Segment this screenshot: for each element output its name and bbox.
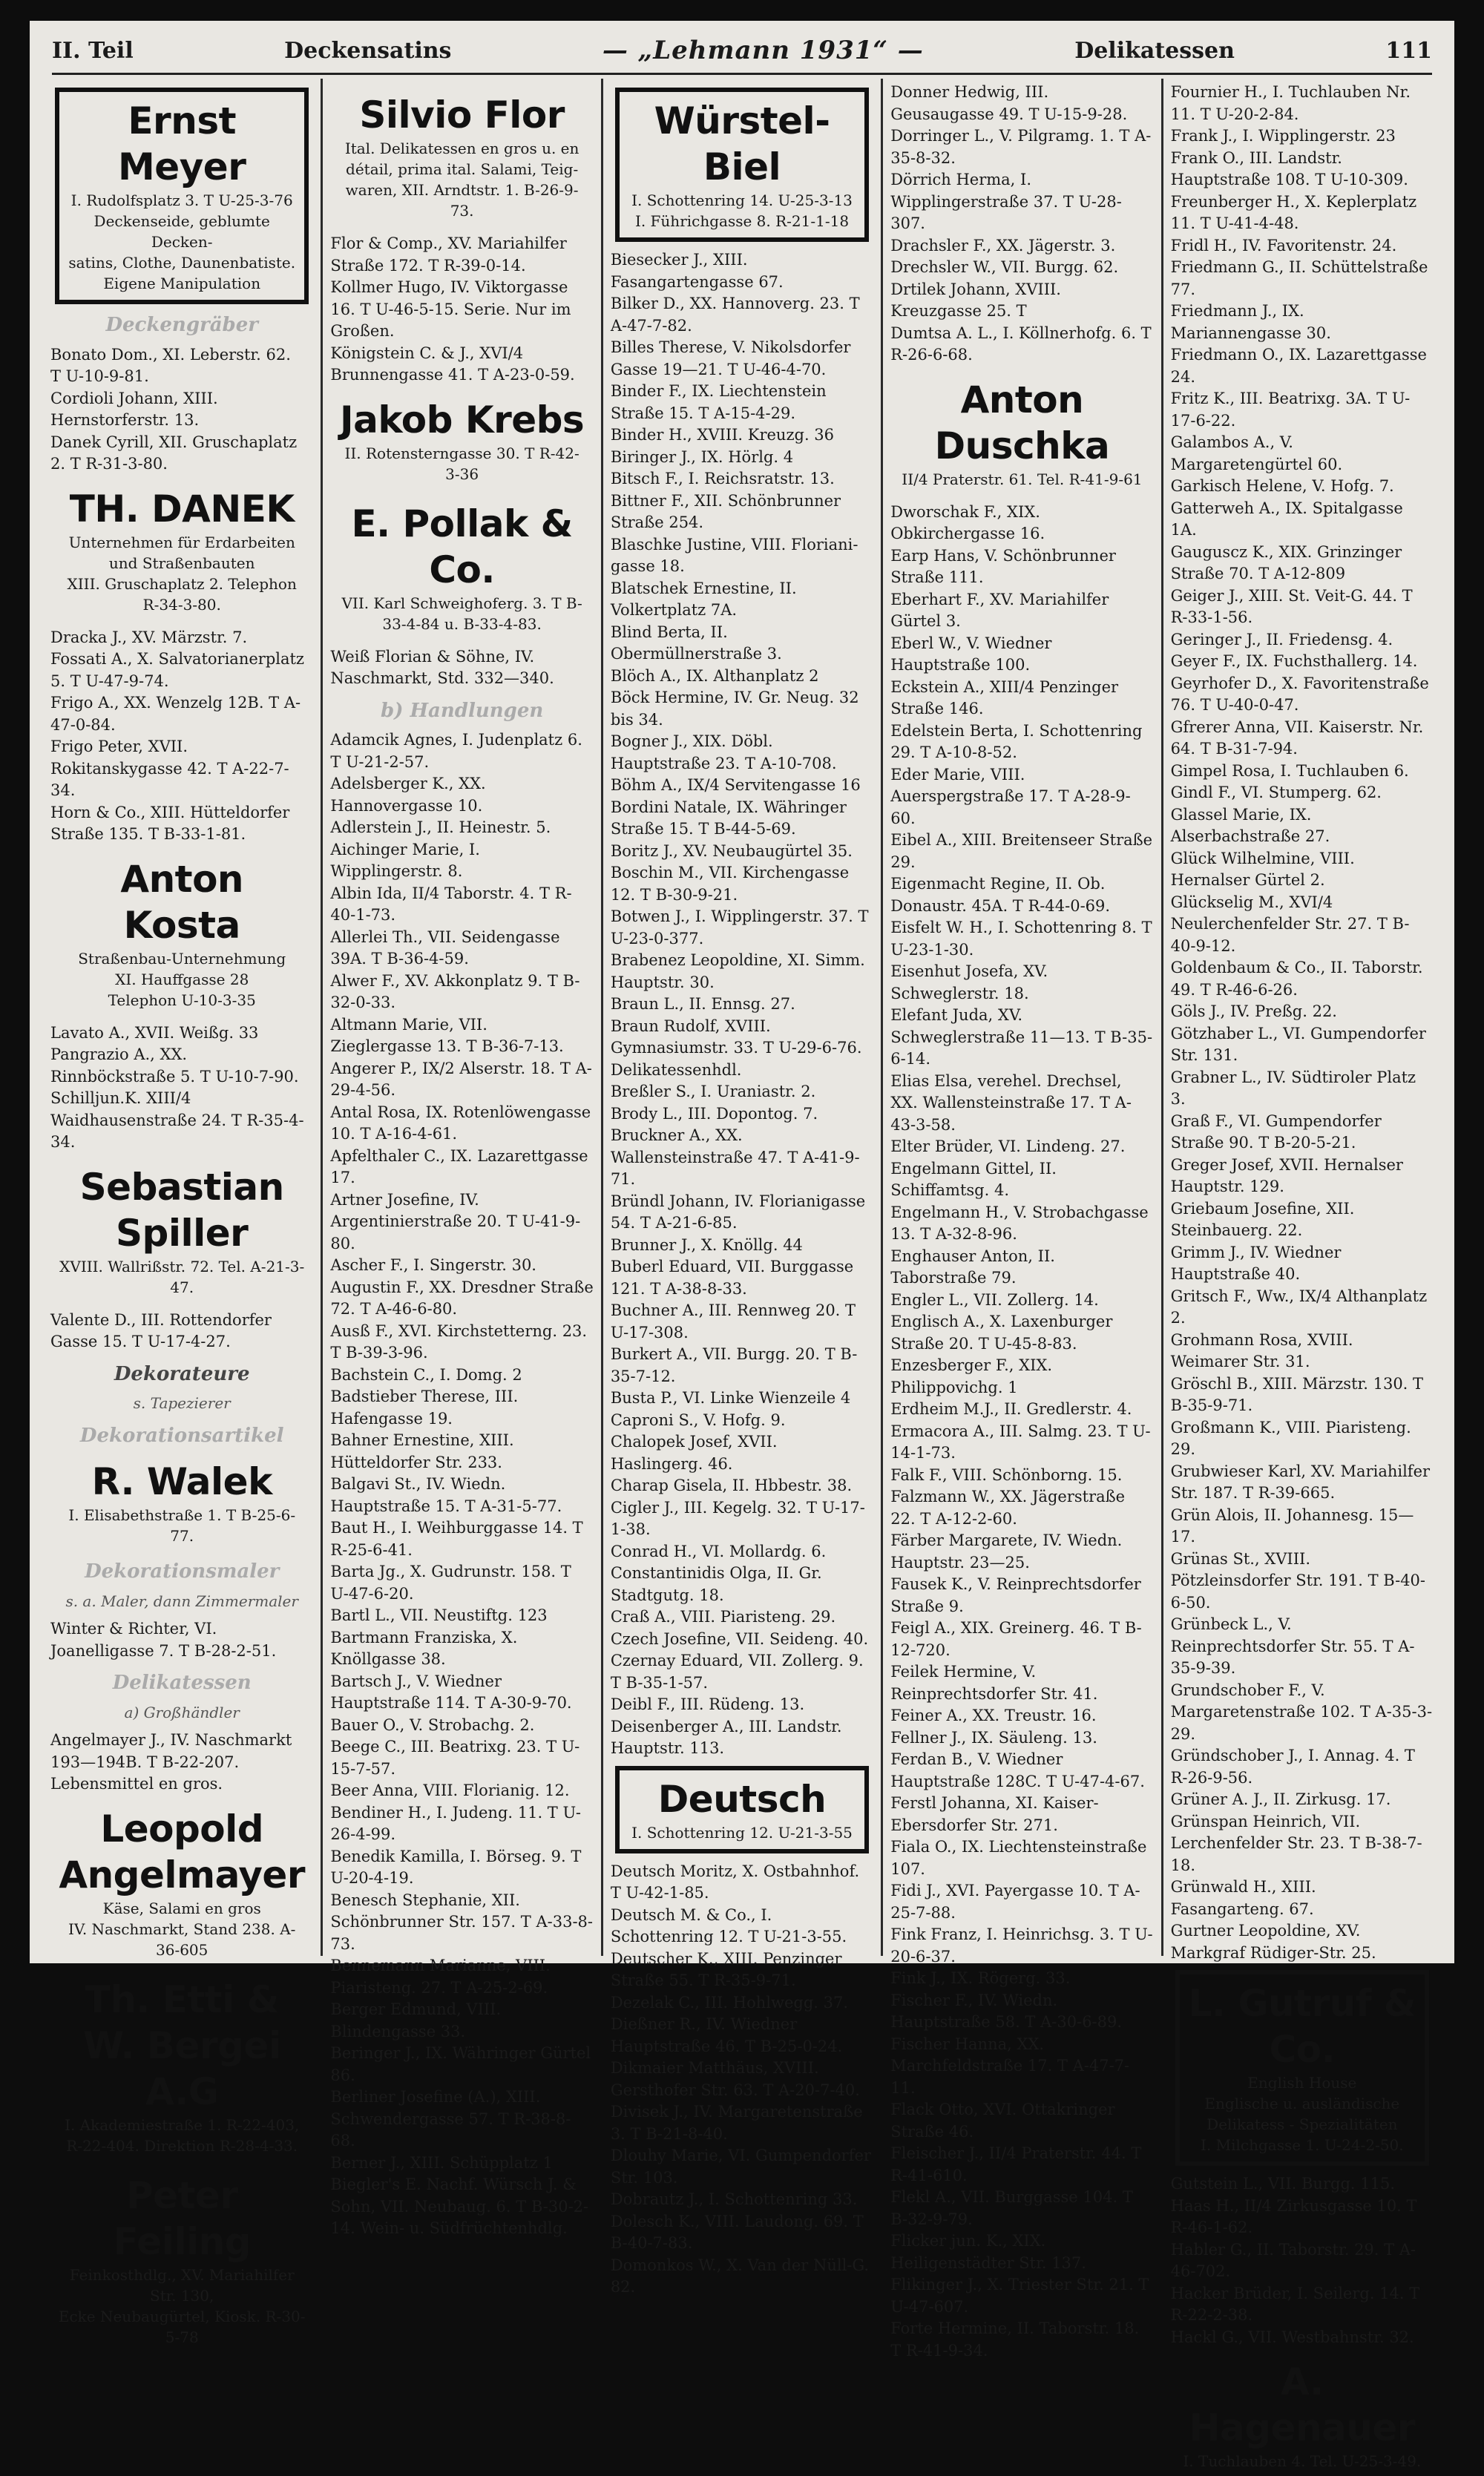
directory-entry: Czernay Eduard, VII. Zollerg. 9. T B-35-1-57. xyxy=(610,1652,864,1692)
advertisement-name: Silvio Flor xyxy=(359,93,565,137)
directory-entry: Friedmann O., IX. Lazarettgasse 24. xyxy=(1170,346,1427,386)
columns xyxy=(43,79,1441,2470)
directory-entry: Götzhaber L., VI. Gumpendorfer Str. 131. xyxy=(1170,1024,1426,1064)
directory-entry: Buberl Eduard, VII. Burggasse 121. T A-38-8-33. xyxy=(610,1258,854,1298)
directory-entry: Dolesch K., VIII. Laudong. 69. T B-40-7-83. xyxy=(610,2212,864,2252)
right-section-title: Delikatessen xyxy=(1074,37,1235,64)
directory-entry: Frigo A., XX. Wenzelg 12B. T A-47-0-84. xyxy=(50,694,301,734)
directory-entry: Friedmann G., II. Schüttelstraße 77. xyxy=(1170,258,1428,298)
directory-entry: Frigo Peter, XVII. Rokitanskygasse 42. T A-22-7-34. xyxy=(50,738,289,799)
directory-entry: Forte Hermine, II. Taborstr. 18. T R-41-9-34. xyxy=(890,2319,1140,2360)
directory-entry: Freunberger H., X. Keplerplatz 11. T U-41-4-48. xyxy=(1170,192,1417,232)
advertisement xyxy=(55,1454,309,1551)
directory-entry: Falk F., VIII. Schönborng. 15. xyxy=(890,1465,1123,1484)
directory-entry: Beer Anna, VIII. Florianig. 12. xyxy=(330,1782,570,1799)
directory-entry: Bordini Natale, IX. Währinger Straße 15. T B-44-5-69. xyxy=(610,798,847,838)
section-subheading: s. a. Maler, dann Zimmermaler xyxy=(65,1592,298,1610)
directory-entry: Braun L., II. Ennsg. 27. xyxy=(610,995,795,1013)
advertisement-name: Jakob Krebs xyxy=(340,398,585,441)
directory-entry: Deisenberger A., III. Landstr. Hauptstr. 113. xyxy=(610,1717,842,1757)
advertisement-name: Leopold Angelmayer xyxy=(59,1807,305,1897)
directory-entry: Fausek K., V. Reinprechtsdorfer Straße 9. xyxy=(890,1575,1141,1615)
advertisement xyxy=(55,482,309,620)
publication-title: — „Lehmann 1931“ — xyxy=(602,36,924,65)
directory-entry: Boschin M., VII. Kirchengasse 12. T B-30-9-21. xyxy=(610,864,850,904)
directory-entry: Fischer Hanna, XX. Marchfeldstraße 17. T A-47-7-11. xyxy=(890,2035,1130,2097)
directory-entry: Glassel Marie, IX. Alserbachstraße 27. xyxy=(1170,805,1330,845)
directory-entry: Braun Rudolf, XVIII. Gymnasiumstr. 33. T U-29-6-76. Delikatessenhdl. xyxy=(610,1017,862,1079)
directory-entry: Böhm A., IX/4 Servitengasse 16 xyxy=(610,776,861,794)
directory-entry: Elter Brüder, VI. Lindeng. 27. xyxy=(890,1137,1126,1155)
directory-entry: Enzesberger F., XIX. Philippovichg. 1 xyxy=(890,1356,1053,1396)
directory-entry: Bartl L., VII. Neustiftg. 123 xyxy=(330,1606,548,1624)
directory-entry: Alwer F., XV. Akkonplatz 9. T B-32-0-33. xyxy=(330,971,580,1011)
directory-entry: Kollmer Hugo, IV. Viktorgasse 16. T U-46-5-15. Serie. Nur im Großen. xyxy=(330,278,571,340)
directory-entry: Göls J., IV. Preßg. 22. xyxy=(1170,1002,1337,1020)
directory-entry: Berger Edmund, VIII. Blindengasse 33. xyxy=(330,2000,502,2040)
advertisement-line: Telephon U-10-3-35 xyxy=(108,991,256,1009)
directory-entry: T U-10-9-81. xyxy=(50,367,149,385)
section-heading: Deckengräber xyxy=(105,314,258,336)
page-number: 111 xyxy=(1385,37,1432,64)
advertisement-line: Feinkosthdlg., XV. Mariahilfer Str. 130, xyxy=(69,2265,295,2305)
directory-entry: Angelmayer J., IV. Naschmarkt 193—194B. T B-22-207. Lebensmittel en gros. xyxy=(50,1731,292,1793)
directory-entry: Craß A., VIII. Piaristeng. 29. xyxy=(610,1608,836,1626)
directory-entry: Pangrazio A., XX. Rinnböckstraße 5. T U-10-7-90. xyxy=(50,1045,299,1086)
directory-entry: Biesecker J., XIII. Fasangartengasse 67. xyxy=(610,251,784,291)
advertisement-line: II. Rotensterngasse 30. T R-42-3-36 xyxy=(344,444,580,483)
directory-entry: Grünas St., XVIII. Pötzleinsdorfer Str. 191. T B-40-6-50. xyxy=(1170,1549,1426,1612)
directory-entry: Elias Elsa, verehel. Drechsel, XX. Wallensteinstraße 17. T A-43-3-58. xyxy=(890,1071,1132,1134)
directory-entry: Czech Josefine, VII. Seideng. 40. xyxy=(610,1629,869,1648)
directory-entry: Balgavi St., IV. Wiedn. Hauptstraße 15. T A-31-5-77. xyxy=(330,1475,562,1515)
directory-entry: Flikinger J., X. Triester Str. 21. T U-47-607. xyxy=(890,2276,1149,2316)
directory-entry: Grubwieser Karl, XV. Mariahilfer Str. 187. T R-39-665. xyxy=(1170,1462,1431,1502)
directory-entry: Adelsberger K., XX. Hannovergasse 10. xyxy=(330,775,486,815)
directory-entry: Gauguscz K., XIX. Grinzinger Straße 70. T A-12-809 xyxy=(1170,542,1402,582)
directory-entry: Goldenbaum & Co., II. Taborstr. 49. T R-46-6-26. xyxy=(1170,959,1423,999)
advertisement xyxy=(335,393,588,489)
directory-entry: Bennemann Marianne, VIII. Piaristeng. 27. T A-25-2-69. xyxy=(330,1957,551,1997)
directory-entry: Danek Cyrill, XII. Gruschaplatz 2. T R-31-3-80. xyxy=(50,433,298,473)
directory-entry: Boritz J., XV. Neubaugürtel 35. xyxy=(610,841,853,860)
advertisement-name: Th. Etti & W. Bergei A.G xyxy=(82,1977,281,2113)
advertisement xyxy=(335,496,588,639)
directory-entry: Fink J., IX. Rögerg. 33. xyxy=(890,1969,1071,1987)
directory-entry: Apfelthaler C., IX. Lazarettgasse 17. xyxy=(330,1146,588,1186)
directory-entry: Busta P., VI. Linke Wienzeile 4 xyxy=(610,1389,851,1407)
directory-entry: Dießner R., IV. Wiedner Hauptstraße 46. T B-25-0-24. xyxy=(610,2015,843,2055)
directory-entry: Weiß Florian & Söhne, IV. Naschmarkt, Std. 332—340. xyxy=(330,647,554,687)
directory-entry: Großmann K., VIII. Piaristeng. 29. xyxy=(1170,1418,1411,1458)
directory-entry: Dworschak F., XIX. Obkirchergasse 16. xyxy=(890,502,1045,542)
directory-entry: Drtilek Johann, XVIII. Kreuzgasse 25. T xyxy=(890,280,1061,320)
directory-entry: Bauer O., V. Strobachg. 2. xyxy=(330,1715,535,1734)
advertisement-line: I. Elisabethstraße 1. T B-25-6-77. xyxy=(68,1506,296,1545)
directory-entry: Gritsch F., Ww., IX/4 Althanplatz 2. xyxy=(1170,1287,1428,1327)
directory-entry: Bonato Dom., XI. Leberstr. 62. xyxy=(50,345,291,364)
directory-entry: Charap Gisela, II. Hbbestr. 38. xyxy=(610,1477,853,1494)
directory-entry: Dlouhy Marie, VI. Gumpendorfer Str. 103. xyxy=(610,2147,871,2187)
directory-entry: Eberhart F., XV. Mariahilfer Gürtel 3. xyxy=(890,590,1109,630)
directory-entry: Constantinidis Olga, II. Gr. Stadtgutg. 18. xyxy=(610,1564,822,1604)
directory-entry: Botwen J., I. Wipplingerstr. 37. T U-23-0-377. xyxy=(610,907,869,948)
directory-entry: Cigler J., III. Kegelg. 32. T U-17-1-38. xyxy=(610,1498,865,1538)
directory-entry: Dracka J., XV. Märzstr. 7. xyxy=(50,628,248,646)
directory-entry: Horn & Co., XIII. Hütteldorfer Straße 135. T B-33-1-81. xyxy=(50,803,290,843)
directory-entry: Conrad H., VI. Mollardg. 6. xyxy=(610,1542,827,1560)
directory-entry: Fellner J., IX. Säuleng. 13. xyxy=(890,1728,1097,1747)
directory-entry: Brody L., III. Dopontog. 7. xyxy=(610,1104,818,1123)
directory-entry: Domonkos W., X. Van der Nüll-G. 82. xyxy=(610,2256,870,2296)
directory-entry: Fischer F., IV. Wiedn. Hauptstraße 58. T A-30-6-89. xyxy=(890,1991,1123,2031)
advertisement xyxy=(55,2168,309,2352)
directory-entry: Fritz K., III. Beatrixg. 3A. T U-17-6-22. xyxy=(1170,390,1411,430)
directory-entry: Dörrich Herma, I. Wipplingerstraße 37. T U-28-307. xyxy=(890,171,1122,232)
section-heading: Dekorationsartikel xyxy=(79,1424,284,1447)
section-heading: Dekorateure xyxy=(114,1362,250,1385)
advertisement-name: Peter Feiling xyxy=(113,2173,251,2263)
directory-entry: Gutstein L., VII. Burgg. 115. xyxy=(1170,2175,1395,2193)
advertisement xyxy=(335,88,588,226)
advertisement-name: Deutsch xyxy=(657,1777,827,1821)
directory-entry: Flor & Comp., XV. Mariahilfer Straße 172. T R-39-0-14. xyxy=(330,234,567,275)
directory-entry: Bitsch F., I. Reichsratstr. 13. xyxy=(610,470,835,487)
directory-entry: Allerlei Th., VII. Seidengasse 39A. T B-36-4-59. xyxy=(330,927,560,968)
directory-entry: Benesch Stephanie, XII. Schönbrunner Str. 157. T A-33-8-73. xyxy=(330,1891,594,1953)
advertisement-line: R-22-404. Direktion R-28-4-33. xyxy=(66,2136,298,2155)
advertisement-name: Würstel-Biel xyxy=(654,99,830,188)
directory-entry: Chalopek Josef, XVII. Haslingerg. 46. xyxy=(610,1433,778,1473)
directory-entry: Fiala O., IX. Liechtensteinstraße 107. xyxy=(890,1838,1147,1878)
column-4 xyxy=(883,79,1163,2360)
advertisement-line: und Straßenbauten xyxy=(108,554,255,572)
advertisement-line: XI. Hauffgasse 28 xyxy=(115,970,249,988)
directory-entry: Flekl A., VII. Burggasse 104. T B-32-9-79. xyxy=(890,2188,1133,2228)
advertisement xyxy=(55,1160,309,1302)
directory-entry: Blatschek Ernestine, II. Volkertplatz 7A. xyxy=(610,579,797,619)
directory-entry: Eigenmacht Regine, II. Ob. Donaustr. 45A. T R-44-0-69. xyxy=(890,875,1111,915)
directory-entry: Valente D., III. Rottendorfer Gasse 15. T U-17-4-27. xyxy=(50,1310,272,1350)
directory-entry: Ferstl Johanna, XI. Kaiser-Ebersdorfer Str. 271. xyxy=(890,1794,1099,1834)
directory-entry: Schilljun.K. XIII/4 Waidhausenstraße 24. T R-35-4-34. xyxy=(50,1089,304,1151)
column-2 xyxy=(323,79,603,2237)
directory-entry: Eibel A., XIII. Breitenseer Straße 29. xyxy=(890,831,1153,871)
directory-entry: Grünbeck L., V. Reinprechtsdorfer Str. 55. T A-35-9-39. xyxy=(1170,1615,1415,1677)
directory-entry: Glück Wilhelmine, VIII. Hernalser Gürtel 2. xyxy=(1170,849,1355,889)
directory-entry: Feigl A., XIX. Greinerg. 46. T B-12-720. xyxy=(890,1619,1142,1659)
directory-entry: Binder F., IX. Liechtenstein Straße 15. T A-15-4-29. xyxy=(610,382,827,422)
column-1 xyxy=(43,79,323,2346)
advertisement-line: waren, XII. Arndtstr. 1. B-26-9-73. xyxy=(345,181,579,220)
directory-entry: Barta Jg., X. Gudrunstr. 158. T U-47-6-20. xyxy=(330,1563,571,1603)
advertisement-line: I. Rudolfsplatz 3. T U-25-3-76 xyxy=(70,191,293,209)
directory-entry: Habler G., II. Taborstr. 29. T A-46-702. xyxy=(1170,2240,1416,2280)
directory-entry: Fleischer J., II/4 Praterstr. 44. T R-41-610. xyxy=(890,2144,1142,2184)
advertisement-line: Eigene Manipulation xyxy=(103,275,261,292)
directory-entry: Geiger J., XIII. St. Veit-G. 44. T R-33-1-56. xyxy=(1170,586,1413,626)
directory-entry: Grohmann Rosa, XVIII. Weimarer Str. 31. xyxy=(1170,1330,1353,1370)
directory-entry: Hacker Brüder, I. Seilerg. 14. T R-22-2-38. xyxy=(1170,2284,1420,2324)
directory-entry: Deutsch Moritz, X. Ostbahnhof. T U-42-1-85. xyxy=(610,1862,860,1902)
directory-entry: Englisch A., X. Laxenburger Straße 20. T U-45-8-83. xyxy=(890,1313,1113,1353)
directory-entry: Grimm J., IV. Wiedner Hauptstraße 40. xyxy=(1170,1243,1342,1283)
directory-entry: Geyer F., IX. Fuchsthallerg. 14. xyxy=(1170,652,1418,670)
section-heading: Delikatessen xyxy=(112,1672,252,1694)
left-section-title: Deckensatins xyxy=(284,37,452,64)
advertisement-line: I. Akademiestraße 1. R-22-403, xyxy=(65,2115,300,2134)
advertisement-line: Deckenseide, geblumte Decken- xyxy=(93,212,270,251)
directory-entry: Edelstein Berta, I. Schottenring 29. T A-10-8-52. xyxy=(890,721,1143,761)
directory-entry: Gimpel Rosa, I. Tuchlauben 6. xyxy=(1170,761,1409,780)
advertisement xyxy=(615,1766,869,1853)
directory-entry: Berner J., XIII. Schüpplatz 1 xyxy=(330,2153,553,2172)
section-subheading: s. Tapezierer xyxy=(133,1394,231,1412)
directory-entry: Grün Alois, II. Johannesg. 15—17. xyxy=(1170,1505,1414,1546)
page-header xyxy=(52,28,1432,75)
advertisement-line: Ital. Delikatessen en gros u. en xyxy=(344,139,580,157)
directory-entry: Adlerstein J., II. Heinestr. 5. xyxy=(330,818,551,836)
advertisement-name: E. Pollak & Co. xyxy=(351,502,573,591)
advertisement xyxy=(895,372,1149,494)
directory-entry: Badstieber Therese, III. Hafengasse 19. xyxy=(330,1388,519,1428)
directory-entry: Blind Berta, II. Obermüllnerstraße 3. xyxy=(610,623,782,663)
directory-entry: Antal Rosa, IX. Rotenlöwengasse 10. T A-16-4-61. xyxy=(330,1103,591,1143)
directory-entry: Grabner L., IV. Südtiroler Platz 3. xyxy=(1170,1068,1416,1108)
directory-entry: Flack Otto, XVI. Ottakringer Straße 46. xyxy=(890,2101,1115,2141)
directory-page xyxy=(30,21,1454,2470)
directory-entry: Earp Hans, V. Schönbrunner Straße 111. xyxy=(890,546,1116,586)
directory-entry: Artner Josefine, IV. Argentinierstraße 20. T U-41-9-80. xyxy=(330,1190,581,1252)
advertisement-line: satins, Clothe, Daunenbatiste. xyxy=(68,254,296,272)
directory-entry: Böck Hermine, IV. Gr. Neug. 32 bis 34. xyxy=(610,689,859,729)
directory-entry: Enghauser Anton, II. Taborstraße 79. xyxy=(890,1247,1055,1287)
directory-entry: Gurtner Leopoldine, XV. Markgraf Rüdiger-Str. 25. xyxy=(1170,1922,1376,1962)
directory-entry: Eder Marie, VIII. Auerspergstraße 17. T A-28-9-60. xyxy=(890,765,1131,827)
advertisement-line: I. Schottenring 12. U-21-3-55 xyxy=(631,1823,853,1842)
directory-entry: Donner Hedwig, III. Geusaugasse 49. T U-15-9-28. xyxy=(890,83,1128,123)
directory-entry: Breßler S., I. Uraniastr. 2. xyxy=(610,1083,816,1100)
directory-entry: Friedmann J., IX. Mariannengasse 30. xyxy=(1170,302,1331,342)
advertisement xyxy=(55,1972,309,2161)
advertisement-name: R. Walek xyxy=(91,1460,272,1503)
directory-entry: Bartmann Franziska, X. Knöllgasse 38. xyxy=(330,1628,518,1668)
directory-entry: Greger Josef, XVII. Hernalser Hauptstr. 129. xyxy=(1170,1155,1403,1195)
directory-entry: Hackl G., VII. Westbahnstr. 32. xyxy=(1170,2328,1414,2346)
directory-entry: Elefant Juda, XV. Schweglerstraße 11—13. T B-35-6-14. xyxy=(890,1006,1153,1068)
advertisement-line: Straßenbau-Unternehmung xyxy=(78,949,286,968)
advertisement xyxy=(55,88,309,304)
directory-entry: Fridl H., IV. Favoritenstr. 24. xyxy=(1170,236,1397,255)
directory-entry: Ausß F., XVI. Kirchstetterng. 23. T B-39-3-96. xyxy=(330,1321,588,1362)
directory-entry: Deutsch M. & Co., I. Schottenring 12. T U-21-3-55. xyxy=(610,1905,847,1945)
directory-entry: Bahner Ernestine, XIII. Hütteldorfer Str. 233. xyxy=(330,1431,514,1471)
directory-entry: Dezelak C., III. Hohlwegg. 37. xyxy=(610,1993,849,2012)
directory-entry: Billes Therese, V. Nikolsdorfer Gasse 19—21. T U-46-4-70. xyxy=(610,338,851,378)
directory-entry: Blöch A., IX. Althanplatz 2 xyxy=(610,666,819,685)
advertisement-line: IV. Naschmarkt, Stand 238. A-36-605 xyxy=(68,1920,296,1959)
directory-entry: Berliner Josefine (A.), XIII. Schwendergasse 57. T R-38-8-68. xyxy=(330,2088,571,2150)
directory-entry: Engelmann Gittel, II. Schiffamtsg. 4. xyxy=(890,1159,1057,1199)
directory-entry: Winter & Richter, VI. Joanelligasse 7. T B-28-2-51. xyxy=(50,1620,277,1660)
advertisement-line: I. Schottenring 14. U-25-3-13 xyxy=(631,191,853,209)
directory-entry: Geringer J., II. Friedensg. 4. xyxy=(1170,630,1393,648)
directory-entry: Frank O., III. Landstr. Hauptstraße 108. T U-10-309. xyxy=(1170,148,1408,188)
directory-entry: Eckstein A., XIII/4 Penzinger Straße 146. xyxy=(890,677,1119,717)
directory-entry: Griebaum Josefine, XII. Steinbauerg. 22. xyxy=(1170,1199,1355,1239)
directory-entry: Deutscher K., XIII. Penzinger Straße 55. T R-35-9-71. xyxy=(610,1949,842,1989)
directory-entry: Dumtsa A. L., I. Köllnerhofg. 6. T R-26-6-68. xyxy=(890,324,1152,364)
directory-entry: Albin Ida, II/4 Taborstr. 4. T R-40-1-73. xyxy=(330,884,572,924)
directory-entry: Cordioli Johann, XIII. Hernstorferstr. 13. xyxy=(50,389,218,429)
advertisement-line: Unternehmen für Erdarbeiten xyxy=(68,533,295,551)
directory-entry: Dikmaier Matthäus, XVIII. Gersthofer Str. 63. T A-20-7-40. xyxy=(610,2059,860,2099)
advertisement-name: A. Hagenauer xyxy=(1189,2360,1415,2449)
advertisement-name: Sebastian Spiller xyxy=(79,1165,284,1255)
directory-entry: Ermacora A., III. Salmg. 23. T U-14-1-73. xyxy=(890,1422,1151,1462)
advertisement-line: II/4 Praterstr. 61. Tel. R-41-9-61 xyxy=(902,470,1143,488)
advertisement-line: I. Milchgasse 1. U-24-2-50. xyxy=(1201,2136,1404,2154)
directory-entry: Bartsch J., V. Wiedner Hauptstraße 114. T A-30-9-70. xyxy=(330,1672,572,1712)
directory-entry: Bruckner A., XX. Wallensteinstraße 47. T A-41-9-71. xyxy=(610,1126,860,1188)
directory-entry: Haas H., II/4 Zirkusgasse 10. T R-46-1-62. xyxy=(1170,2196,1417,2236)
directory-entry: Biringer J., IX. Hörlg. 4 xyxy=(610,447,794,466)
directory-entry: Baut H., I. Weihburggasse 14. T R-25-6-41. xyxy=(330,1519,583,1559)
directory-entry: Geyrhofer D., X. Favoritenstraße 76. T U-40-0-47. xyxy=(1170,674,1429,714)
part-label: II. Teil xyxy=(52,37,134,64)
directory-entry: Engler L., VII. Zollerg. 14. xyxy=(890,1290,1099,1309)
directory-entry: Augustin F., XX. Dresdner Straße 72. T A-46-6-80. xyxy=(330,1278,594,1318)
directory-entry: Gindl F., VI. Stumperg. 62. xyxy=(1170,784,1382,801)
directory-entry: Galambos A., V. Margaretengürtel 60. xyxy=(1170,433,1343,473)
directory-entry: Bogner J., XIX. Döbl. Hauptstraße 23. T A-10-708. xyxy=(610,732,837,772)
advertisement xyxy=(615,88,869,242)
directory-entry: Garkisch Helene, V. Hofg. 7. xyxy=(1170,477,1394,495)
directory-entry: Drachsler F., XX. Jägerstr. 3. xyxy=(890,236,1116,255)
directory-entry: Gatterweh A., IX. Spitalgasse 1A. xyxy=(1170,499,1403,539)
column-3 xyxy=(603,79,883,2296)
advertisement-line: Ecke Neubaugürtel, Kiosk. R-30-5-78 xyxy=(58,2307,306,2346)
directory-entry: Eisfelt W. H., I. Schottenring 8. T U-23-1-30. xyxy=(890,919,1152,959)
advertisement xyxy=(1175,1970,1429,2166)
directory-entry: Fink Franz, I. Heinrichsg. 3. T U-20-6-37. xyxy=(890,1925,1153,1966)
directory-entry: Bendiner H., I. Judeng. 11. T U-26-4-99. xyxy=(330,1803,581,1843)
directory-entry: Benedik Kamilla, I. Börseg. 9. T U-20-4-19. xyxy=(330,1847,582,1887)
directory-entry: Dobrautz J., I. Schottenring 33. xyxy=(610,2190,858,2208)
directory-entry: Fournier H., I. Tuchlauben Nr. 11. T U-20-2-84. xyxy=(1170,83,1411,123)
directory-entry: Feilek Hermine, V. Reinprechtsdorfer Str. 41. xyxy=(890,1663,1098,1703)
directory-entry: Bachstein C., I. Domg. 2 xyxy=(330,1365,522,1384)
directory-entry: Frank J., I. Wipplingerstr. 23 xyxy=(1170,127,1396,145)
directory-entry: Grüner A. J., II. Zirkusg. 17. xyxy=(1170,1790,1391,1808)
advertisement-line: XIII. Gruschaplatz 2. Telephon R-34-3-80. xyxy=(67,574,297,614)
directory-entry: Aichinger Marie, I. Wipplingerstr. 8. xyxy=(330,840,480,880)
directory-entry: Deibl F., III. Rüdeng. 13. xyxy=(610,1695,805,1713)
advertisement-name: L. Gutruf & Co. xyxy=(1188,1982,1416,2071)
directory-entry: Bittner F., XII. Schönbrunner Straße 254. xyxy=(610,491,841,531)
directory-entry: Ferdan B., V. Wiedner Hauptstraße 128C. T U-47-4-67. xyxy=(890,1750,1145,1790)
directory-entry: Buchner A., III. Rennweg 20. T U-17-308. xyxy=(610,1301,856,1342)
directory-entry: Brabenez Leopoldine, XI. Simm. Hauptstr. 30. xyxy=(610,951,865,991)
advertisement xyxy=(55,1802,309,1965)
directory-entry: Flicker jun. K., XIX. Heiligenstädter Str. 137. xyxy=(890,2232,1086,2272)
directory-entry: Gröschl B., XIII. Märzstr. 130. T B-35-9-71. xyxy=(1170,1374,1424,1414)
advertisement-line: détail, prima ital. Salami, Teig- xyxy=(346,160,579,178)
section-subheading: a) Großhändler xyxy=(124,1703,240,1721)
directory-entry: Beege C., III. Beatrixg. 23. T U-15-7-57. xyxy=(330,1738,580,1778)
directory-entry: Feiner A., XX. Treustr. 16. xyxy=(890,1707,1097,1724)
directory-entry: Drechsler W., VII. Burgg. 62. xyxy=(890,258,1119,276)
advertisement-line: English House xyxy=(1247,2074,1357,2092)
advertisement-name: Anton Duschka xyxy=(934,378,1110,467)
directory-entry: Beringer J., IX. Währinger Gürtel 86. xyxy=(330,2044,591,2084)
directory-entry: Färber Margarete, IV. Wiedn. Hauptstr. 23—25. xyxy=(890,1531,1123,1572)
advertisement-line: Englische u. ausländische xyxy=(1204,2095,1400,2112)
section-heading: Dekorationsmaler xyxy=(85,1560,280,1583)
directory-entry: Bilker D., XX. Hannoverg. 23. T A-47-7-82. xyxy=(610,295,860,335)
directory-entry: Ascher F., I. Singerstr. 30. xyxy=(330,1256,536,1274)
directory-entry: Königstein C. & J., XVI/4 Brunnengasse 41. T A-23-0-59. xyxy=(330,344,575,384)
directory-entry: Graß F., VI. Gumpendorfer Straße 90. T B-20-5-21. xyxy=(1170,1111,1382,1152)
directory-entry: Angerer P., IX/2 Alserstr. 18. T A-29-4-56. xyxy=(330,1059,592,1099)
advertisement-line: VII. Karl Schweighoferg. 3. T B-33-4-84 u. B-33-4-83. xyxy=(341,594,582,633)
directory-entry: Falzmann W., XX. Jägerstraße 22. T A-12-2-60. xyxy=(890,1488,1126,1528)
directory-entry: Gfrerer Anna, VII. Kaiserstr. Nr. 64. T B-31-7-94. xyxy=(1170,717,1424,758)
advertisement-name: TH. DANEK xyxy=(69,487,295,531)
directory-entry: Dorringer L., V. Pilgramg. 1. T A-35-8-32. xyxy=(890,127,1152,167)
directory-entry: Lavato A., XVII. Weißg. 33 xyxy=(50,1023,259,1042)
directory-entry: Grünwald H., XIII. Fasangarteng. 67. xyxy=(1170,1878,1316,1918)
directory-entry: Burkert A., VII. Burgg. 20. T B-35-7-12. xyxy=(610,1345,858,1385)
directory-entry: Bründl Johann, IV. Florianigasse 54. T A-21-6-85. xyxy=(610,1192,866,1232)
directory-entry: Engelmann H., V. Strobachgasse 13. T A-32-8-96. xyxy=(890,1203,1149,1243)
advertisement-name: Ernst Meyer xyxy=(118,99,246,188)
advertisement-line: Käse, Salami en gros xyxy=(102,1899,261,1917)
directory-entry: Brunner J., X. Knöllg. 44 xyxy=(610,1235,803,1254)
directory-entry: Grundschober F., V. Margaretenstraße 102. T A-35-3-29. xyxy=(1170,1681,1433,1743)
directory-entry: Biegler's E. Nachf. Würsch J. & Sohn, VII. Neubaug. 6. T B-30-2-14. Wein- u. Südfrüchtenhdlg. xyxy=(330,2175,589,2237)
directory-entry: Gründschober J., I. Annag. 4. T R-26-9-56. xyxy=(1170,1747,1415,1787)
directory-entry: Altmann Marie, VII. Zieglergasse 13. T B-36-7-13. xyxy=(330,1015,564,1055)
column-5 xyxy=(1163,79,1441,2470)
advertisement xyxy=(1175,2354,1429,2476)
advertisement-line: XVIII. Wallrißstr. 72. Tel. A-21-3-47. xyxy=(59,1257,305,1296)
directory-entry: Caproni S., V. Hofg. 9. xyxy=(610,1411,786,1429)
directory-entry: Binder H., XVIII. Kreuzg. 36 xyxy=(610,426,835,444)
directory-entry: Fidi J., XVI. Payergasse 10. T A-25-7-88. xyxy=(890,1882,1140,1922)
section-heading: b) Handlungen xyxy=(380,699,544,722)
directory-entry: Glückselig M., XVI/4 Neulerchenfelder Str. 27. T B-40-9-12. xyxy=(1170,893,1410,955)
directory-entry: Grünspan Heinrich, VII. Lerchenfelder Str. 23. T B-38-7-18. xyxy=(1170,1812,1422,1874)
directory-entry: Eisenhut Josefa, XV. Schweglerstr. 18. xyxy=(890,962,1048,1002)
advertisement-name: Anton Kosta xyxy=(120,857,244,947)
directory-entry: Divisek J., IV. Margaretenstraße 3. T B-21-8-40. xyxy=(610,2103,863,2143)
advertisement-line: Delikatess - Spezialitäten xyxy=(1206,2115,1398,2133)
directory-entry: Blaschke Justine, VIII. Floriani-gasse 18. xyxy=(610,535,858,575)
directory-entry: Fossati A., X. Salvatorianerplatz 5. T U-47-9-74. xyxy=(50,650,304,690)
advertisement-line: I. Führichgasse 8. R-21-1-18 xyxy=(634,212,850,230)
directory-entry: Erdheim M.J., II. Gredlerstr. 4. xyxy=(890,1400,1132,1418)
advertisement xyxy=(55,852,309,1015)
directory-entry: Adamcik Agnes, I. Judenplatz 6. T U-21-2-57. xyxy=(330,731,582,771)
advertisement-line: I. Tuchlauben 4. Tel. U-25-3-49. xyxy=(1183,2452,1422,2470)
directory-entry: Eberl W., V. Wiedner Hauptstraße 100. xyxy=(890,634,1052,674)
